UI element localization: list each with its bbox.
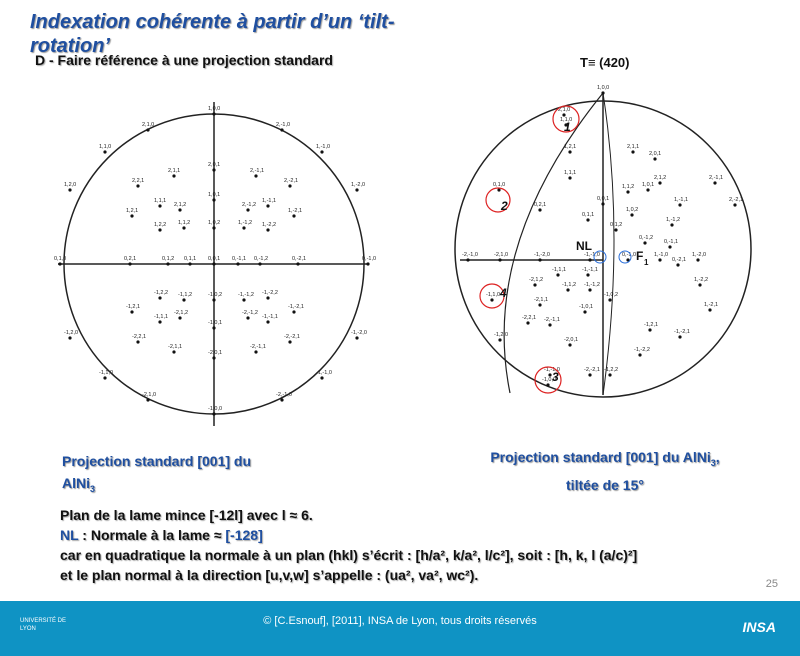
left-pole-dot	[212, 226, 215, 229]
right-pole-dot	[670, 223, 673, 226]
left-pole-dot	[136, 184, 139, 187]
right-pole-label: -2,-2,1	[584, 367, 600, 373]
page-number: 25	[765, 578, 778, 590]
left-pole-dot	[178, 208, 181, 211]
left-pole-label: 0,-2,1	[292, 256, 307, 262]
right-pole-label: 1,-2,2	[694, 277, 709, 283]
right-pole-label: 1,1,2	[622, 184, 635, 190]
left-pole-dot	[212, 112, 215, 115]
right-pole-label: -1,-1,2	[584, 282, 600, 288]
left-pole-label: 1,-1,1	[262, 198, 277, 204]
right-pole-label: -1,-2,2	[634, 347, 650, 353]
right-pole-dot	[548, 323, 551, 326]
left-pole-label: 2,-2,1	[284, 178, 299, 184]
left-pole-label: 2,-1,2	[242, 202, 257, 208]
right-pole-dot	[626, 190, 629, 193]
right-pole-dot	[638, 353, 641, 356]
left-pole-label: -2,-2,1	[284, 334, 300, 340]
left-pole-label: -1,2,1	[126, 304, 141, 310]
left-pole-dot	[246, 208, 249, 211]
right-pole-dot	[708, 308, 711, 311]
right-pole-label: -1,0,1	[579, 304, 594, 310]
right-pole-dot	[646, 188, 649, 191]
left-pole-dot	[146, 128, 149, 131]
left-pole-label: 2,1,0	[142, 122, 155, 128]
right-pole-label: -2,2,1	[522, 315, 537, 321]
left-pole-label: -1,0,2	[208, 292, 223, 298]
right-pole-label: 1,2,1	[564, 144, 577, 150]
footer-copyright: © [C.Esnouf], [2011], INSA de Lyon, tous droits réservés	[263, 615, 537, 627]
left-pole-label: 1,-1,2	[238, 220, 253, 226]
left-pole-dot	[212, 198, 215, 201]
left-pole-dot	[296, 262, 299, 265]
nl-label: NL	[60, 527, 79, 543]
left-pole-label: 2,2,1	[132, 178, 145, 184]
body-text	[60, 505, 750, 585]
right-pole-dot	[497, 188, 500, 191]
right-pole-label: -1,-2,0	[534, 252, 550, 258]
caption-right	[450, 446, 760, 496]
right-pole-label: -1,-1,0	[584, 252, 600, 258]
caption-right-line1: Projection standard [001] du AlNi	[490, 449, 711, 465]
right-pole-label: -1,2,2	[604, 367, 619, 373]
f-marker-sub: 1	[644, 258, 649, 267]
left-pole-label: -1,-2,1	[288, 304, 304, 310]
right-pole-label: -1,-1,0	[544, 367, 560, 373]
right-pole-dot	[586, 273, 589, 276]
left-pole-label: 1,1,0	[99, 144, 112, 150]
left-pole-label: 1,2,0	[64, 182, 77, 188]
body-line2-rest: : Normale à la lame ≈	[78, 527, 226, 543]
right-pole-label: -2,0,1	[564, 337, 579, 343]
footer-bar	[0, 601, 800, 656]
right-pole-label: 0,-1,0	[622, 252, 637, 258]
right-pole-label: 2,-1,1	[709, 175, 724, 181]
right-pole-label: -1,1,1	[552, 267, 567, 273]
left-pole-dot	[355, 188, 358, 191]
right-pole-label: -1,-2,1	[674, 329, 690, 335]
marker-3: 3	[552, 370, 559, 384]
right-pole-dot	[601, 91, 604, 94]
left-pole-label: -2,-1,0	[276, 392, 292, 398]
left-pole-dot	[172, 174, 175, 177]
right-pole-dot	[538, 208, 541, 211]
left-pole-dot	[166, 262, 169, 265]
right-pole-dot	[614, 228, 617, 231]
right-pole-dot	[608, 298, 611, 301]
left-pole-label: 0,-1,0	[362, 256, 377, 262]
left-pole-label: -1,2,0	[64, 330, 79, 336]
body-line1: Plan de la lame mince [-12l] avec l ≈ 6.	[60, 507, 313, 523]
left-pole-label: 1,0,1	[208, 192, 221, 198]
caption-left	[62, 450, 322, 500]
left-pole-dot	[103, 150, 106, 153]
right-pole-dot	[698, 283, 701, 286]
right-pole-dot	[668, 245, 671, 248]
left-pole-dot	[292, 310, 295, 313]
left-pole-label: 1,0,2	[208, 220, 221, 226]
body-line4: et le plan normal à la direction [u,v,w] s’appelle : (ua², va², wc²).	[60, 567, 479, 583]
right-pole-dot	[588, 373, 591, 376]
left-pole-dot	[103, 376, 106, 379]
left-pole-dot	[320, 376, 323, 379]
left-pole-dot	[172, 350, 175, 353]
left-pole-dot	[288, 184, 291, 187]
marker-1: 1	[564, 120, 571, 134]
left-pole-label: 1,1,1	[154, 198, 167, 204]
left-pole-dot	[158, 204, 161, 207]
left-pole-label: 0,-1,2	[254, 256, 269, 262]
left-pole-label: -1,1,2	[178, 292, 193, 298]
left-pole-dot	[292, 214, 295, 217]
right-pole-label: -1,-1,1	[582, 267, 598, 273]
marker-2: 2	[501, 199, 508, 213]
caption-left-sub: 3	[90, 483, 96, 494]
left-pole-label: -1,0,1	[208, 320, 223, 326]
right-pole-dot	[546, 383, 549, 386]
insa-logo: INSA	[742, 619, 776, 635]
right-pole-label: 0,1,2	[610, 222, 623, 228]
right-pole-label: 0,0,1	[597, 196, 610, 202]
left-pole-label: 2,1,1	[168, 168, 181, 174]
left-pole-label: -1,1,1	[154, 314, 169, 320]
right-pole-dot	[588, 288, 591, 291]
nl-marker: NL	[576, 239, 592, 253]
left-pole-dot	[58, 262, 61, 265]
right-pole-dot	[533, 283, 536, 286]
left-pole-label: -2,-1,2	[242, 310, 258, 316]
left-pole-dot	[242, 226, 245, 229]
right-pole-dot	[713, 181, 716, 184]
right-pole-dot	[466, 258, 469, 261]
left-pole-label: 0,1,0	[54, 256, 67, 262]
right-pole-dot	[588, 258, 591, 261]
left-pole-label: 0,0,1	[208, 256, 221, 262]
right-pole-dot	[568, 176, 571, 179]
right-pole-label: -1,1,0	[486, 292, 501, 298]
right-pole-label: 1,1,0	[560, 117, 573, 123]
right-pole-dot	[568, 343, 571, 346]
left-pole-dot	[254, 174, 257, 177]
left-pole-label: -1,0,0	[208, 406, 223, 412]
left-pole-label: -2,-1,1	[250, 344, 266, 350]
right-pole-label: 2,1,0	[558, 107, 571, 113]
right-pole-label: 1,0,1	[642, 182, 655, 188]
right-pole-label: 1,0,2	[626, 207, 639, 213]
left-pole-dot	[266, 228, 269, 231]
left-pole-dot	[266, 204, 269, 207]
left-pole-dot	[158, 320, 161, 323]
right-pole-label: 0,1,1	[582, 212, 595, 218]
right-pole-label: 1,1,1	[564, 170, 577, 176]
right-pole-dot	[678, 335, 681, 338]
right-pole-dot	[658, 258, 661, 261]
body-line2	[60, 525, 750, 545]
left-pole-dot	[320, 150, 323, 153]
right-pole-dot	[630, 213, 633, 216]
left-pole-dot	[68, 188, 71, 191]
right-pole-dot	[696, 258, 699, 261]
left-pole-dot	[182, 298, 185, 301]
right-pole-label: -1,0,0	[542, 377, 557, 383]
right-pole-dot	[601, 202, 604, 205]
right-pole-label: 2,-2,1	[729, 197, 744, 203]
left-pole-label: 1,1,2	[178, 220, 191, 226]
right-pole-label: -2,1,2	[529, 277, 544, 283]
tilted-projection	[440, 75, 770, 415]
left-pole-dot	[280, 398, 283, 401]
left-pole-label: 2,1,2	[174, 202, 187, 208]
right-pole-dot	[658, 181, 661, 184]
left-pole-label: 1,-1,0	[316, 144, 331, 150]
caption-right-end: ,	[715, 449, 720, 465]
left-pole-label: -1,-1,1	[262, 314, 278, 320]
left-pole-label: 0,1,2	[162, 256, 175, 262]
left-pole-label: 1,-2,2	[262, 222, 277, 228]
right-pole-label: -1,2,1	[644, 322, 659, 328]
left-pole-label: -1,-2,2	[262, 290, 278, 296]
left-pole-label: 0,2,1	[124, 256, 137, 262]
left-pole-dot	[236, 262, 239, 265]
tilt-axis-label: T≡ (420)	[580, 55, 630, 70]
right-pole-dot	[538, 258, 541, 261]
left-pole-label: -1,-2,0	[351, 330, 367, 336]
left-pole-dot	[355, 336, 358, 339]
left-pole-label: 2,-1,1	[250, 168, 265, 174]
left-pole-dot	[246, 316, 249, 319]
caption-right-sub: 3	[710, 457, 716, 468]
left-pole-label: -1,-1,2	[238, 292, 254, 298]
right-pole-label: -1,0,2	[604, 292, 619, 298]
left-pole-label: -2,0,1	[208, 350, 223, 356]
left-pole-dot	[212, 168, 215, 171]
left-pole-dot	[254, 350, 257, 353]
left-pole-label: 2,-1,0	[276, 122, 291, 128]
left-pole-label: 1,0,0	[208, 106, 221, 112]
right-pole-label: 1,-2,1	[704, 302, 719, 308]
right-pole-label: 1,-2,0	[692, 252, 707, 258]
caption-right-line2: tiltée de 15°	[566, 476, 644, 493]
left-pole-label: -1,1,0	[99, 370, 114, 376]
right-pole-dot	[676, 263, 679, 266]
right-pole-label: 0,-1,1	[664, 239, 679, 245]
right-pole-label: -2,1,1	[534, 297, 549, 303]
left-pole-dot	[280, 128, 283, 131]
right-pole-dot	[566, 288, 569, 291]
right-pole-label: 0,-1,2	[639, 235, 654, 241]
left-standard-projection	[50, 90, 380, 435]
left-pole-dot	[188, 262, 191, 265]
left-pole-dot	[130, 310, 133, 313]
right-pole-dot	[643, 241, 646, 244]
right-pole-dot	[648, 328, 651, 331]
right-pole-dot	[653, 157, 656, 160]
right-pole-label: -1,1,2	[562, 282, 577, 288]
left-pole-dot	[212, 356, 215, 359]
slide-subtitle: D - Faire référence à une projection standard	[35, 52, 333, 68]
right-pole-dot	[526, 321, 529, 324]
left-pole-label: -2,1,0	[142, 392, 157, 398]
left-pole-label: 1,-2,0	[351, 182, 366, 188]
right-pole-label: -2,1,0	[494, 252, 509, 258]
right-pole-label: 1,0,0	[597, 85, 610, 91]
slide-title: Indexation cohérente à partir d’un ‘tilt-rotation’	[30, 11, 395, 57]
right-pole-label: -2,-1,1	[544, 317, 560, 323]
right-pole-dot	[678, 203, 681, 206]
right-pole-label: 0,-2,1	[672, 257, 687, 263]
tilted-meridian	[603, 93, 614, 395]
marker-4: 4	[500, 286, 507, 300]
right-pole-label: 1,-1,2	[666, 217, 681, 223]
left-pole-label: 0,1,1	[184, 256, 197, 262]
left-pole-dot	[130, 214, 133, 217]
right-pole-label: -1,2,0	[494, 332, 509, 338]
f-marker: F	[636, 249, 644, 263]
left-pole-dot	[182, 226, 185, 229]
right-pole-label: 0,2,1	[534, 202, 547, 208]
left-pole-label: -2,1,2	[174, 310, 189, 316]
right-pole-label: 2,0,1	[649, 151, 662, 157]
right-pole-dot	[538, 303, 541, 306]
right-pole-label: 2,1,1	[627, 144, 640, 150]
left-pole-dot	[158, 228, 161, 231]
left-pole-dot	[266, 320, 269, 323]
left-pole-dot	[136, 340, 139, 343]
caption-left-line1: Projection standard [001] du	[62, 453, 252, 469]
left-pole-label: 2,0,1	[208, 162, 221, 168]
left-pole-label: 1,2,1	[126, 208, 139, 214]
right-pole-dot	[556, 273, 559, 276]
left-pole-dot	[212, 326, 215, 329]
left-pole-dot	[146, 398, 149, 401]
left-pole-label: 1,-2,1	[288, 208, 303, 214]
right-pole-dot	[608, 373, 611, 376]
right-pole-label: 1,-1,1	[674, 197, 689, 203]
left-pole-dot	[68, 336, 71, 339]
right-pole-dot	[498, 338, 501, 341]
right-pole-dot	[586, 218, 589, 221]
right-pole-label: 1,-1,0	[654, 252, 669, 258]
right-pole-dot	[583, 310, 586, 313]
left-pole-dot	[258, 262, 261, 265]
left-pole-label: -2,1,1	[168, 344, 183, 350]
right-pole-dot	[498, 258, 501, 261]
caption-left-line2: AlNi	[62, 475, 90, 491]
right-pole-label: 2,1,2	[654, 175, 667, 181]
body-line3: car en quadratique la normale à un plan (hkl) s’écrit : [h/a², k/a², l/c²], soit : [h, k, l (a/c)²]	[60, 547, 638, 563]
right-pole-dot	[733, 203, 736, 206]
left-pole-dot	[178, 316, 181, 319]
left-pole-label: 1,2,2	[154, 222, 167, 228]
left-pole-dot	[242, 298, 245, 301]
left-pole-dot	[266, 296, 269, 299]
left-pole-label: -1,2,2	[154, 290, 169, 296]
left-pole-label: -2,2,1	[132, 334, 147, 340]
left-pole-label: 0,-1,1	[232, 256, 247, 262]
right-pole-dot	[631, 150, 634, 153]
right-pole-label: -2,-1,0	[462, 252, 478, 258]
universite-lyon-logo: UNIVERSITÉ DE LYON	[20, 618, 67, 632]
body-line2-value: [-128]	[225, 527, 263, 543]
left-pole-dot	[212, 262, 215, 265]
left-pole-label: -1,-1,0	[316, 370, 332, 376]
left-pole-dot	[288, 340, 291, 343]
left-pole-dot	[366, 262, 369, 265]
right-pole-dot	[568, 150, 571, 153]
left-pole-dot	[212, 298, 215, 301]
right-pole-label: 0,1,0	[493, 182, 506, 188]
left-pole-dot	[158, 296, 161, 299]
left-pole-dot	[128, 262, 131, 265]
left-pole-dot	[212, 412, 215, 415]
right-pole-dot	[490, 298, 493, 301]
